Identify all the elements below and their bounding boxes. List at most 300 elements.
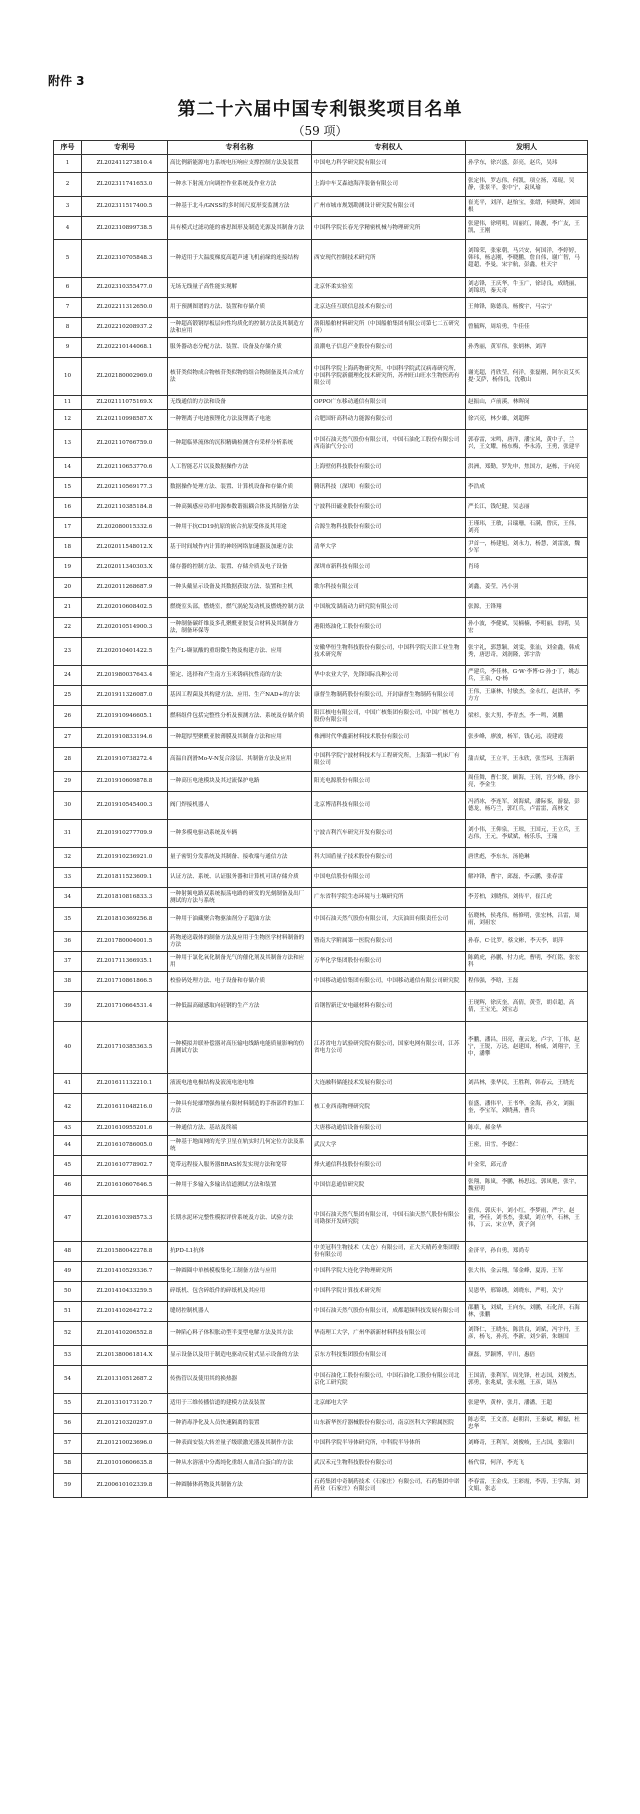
row-inventor: 张源，王锋翔 [466,598,588,618]
row-patent-no: ZL202010514900.3 [82,618,168,638]
row-owner: 深圳市新科技有限公司 [312,558,466,578]
row-patent-name: 一种陷心料子体积胀动型半变型电解方法及其方法 [168,1322,312,1346]
row-inventor: 叶金荣，邱元香 [466,1156,588,1176]
row-seq: 55 [54,1394,82,1414]
row-seq: 21 [54,598,82,618]
row-patent-no: ZL202010401422.5 [82,638,168,666]
row-patent-name: 一种从水溶液中分离纯化重组人血清白蛋白的方法 [168,1454,312,1474]
row-seq: 36 [54,932,82,952]
row-owner: 北京怀柔实验室 [312,278,466,298]
row-patent-name: 生产L-缬氨酸的重组微生物及构建方法、应用 [168,638,312,666]
row-owner: 上海壁仞科技股份有限公司 [312,458,466,478]
row-inventor: 刘鑫，姜莹，冯小羽 [466,578,588,598]
row-patent-no: ZL201410529336.7 [82,1262,168,1282]
row-inventor: 刘锋仁，王晓东，陈洪良，刘斌，冯宇丹，王彦，杨飞，孙亮，李新，刘少新，朱继国 [466,1322,588,1346]
page-title: 第二十六届中国专利银奖项目名单 [177,99,463,120]
row-owner: 万华化学集团股份有限公司 [312,952,466,972]
table-row [54,1262,588,1282]
table-row [54,748,588,772]
row-seq: 7 [54,298,82,318]
table-row [54,992,588,1022]
row-owner: 中国移动通信集团有限公司，中国移动通信有限公司研究院 [312,972,466,992]
row-owner: 石药集团中奇制药技术（石家庄）有限公司，石药集团中诺药业（石家庄）有限公司 [312,1474,466,1498]
row-patent-name: 药物递送载体的制备方法及应用于生物医学材料制备的方法 [168,932,312,952]
table-row [54,298,588,318]
table-row [54,173,588,197]
row-seq: 45 [54,1156,82,1176]
row-inventor: 孙小波，李健斌，吴楠楠，李明丽，翁明，吴宏 [466,618,588,638]
table-row [54,706,588,728]
row-inventor: 孙秀丽，黄军伟，张炳林，刘洋 [466,338,588,358]
row-seq: 57 [54,1434,82,1454]
table-row [54,598,588,618]
row-seq: 37 [54,952,82,972]
row-seq: 51 [54,1302,82,1322]
row-patent-no: ZL201910609878.8 [82,772,168,792]
row-inventor: 陈志荣，王文喜，赵朝岩，王秦斌，柳磊，杜忠华 [466,1414,588,1434]
row-patent-no: ZL202211312650.0 [82,298,168,318]
row-inventor: 蒲吉斌，王立平，王永欣，张雪珂，王海新 [466,748,588,772]
table-row [54,666,588,686]
row-patent-no: ZL201911326087.0 [82,686,168,706]
table-row [54,358,588,396]
table-row [54,458,588,478]
table-row [54,410,588,430]
row-seq: 6 [54,278,82,298]
table-row [54,792,588,820]
row-inventor: 唐世彪，李东东，汤艳琳 [466,848,588,868]
row-patent-name: 燃料组件包括完整性分析及预测方法、系统及存储介质 [168,706,312,728]
row-owner: 中国科学院计算技术研究所 [312,1282,466,1302]
table-row [54,498,588,518]
row-patent-no: ZL202110766759.0 [82,430,168,458]
table-row [54,1474,588,1498]
row-owner: 合肥国轩高科动力能源有限公司 [312,410,466,430]
row-seq: 40 [54,1022,82,1074]
row-inventor: 赵振山，卢前溪，林晖闵 [466,396,588,410]
row-inventor: 刘小伟，王仰泉，王琼，王国元，王立兵，王志伟，王元，李斌斌，杨乐乐，王瑞 [466,820,588,848]
row-patent-name: 核苷类似物成合物核苷类似物的组合物制备及其合成方法 [168,358,312,396]
row-inventor: 梁杉，张大男，李青杰，李一鸣，刘鹏 [466,706,588,728]
table-row [54,908,588,932]
table-row [54,868,588,888]
row-seq: 18 [54,538,82,558]
row-patent-no: ZL201580042278.8 [82,1242,168,1262]
table-body [54,155,588,1498]
row-inventor: 刘峰奇，王利军，刘俊岐，王占国，张锦川 [466,1434,588,1454]
row-patent-name: 用于预测图谱的方法、装置和存储介质 [168,298,312,318]
row-patent-name: 一种头戴显示设备及其数据获取方法、装置和主机 [168,578,312,598]
row-patent-name: 一种用于氯化氧化制备光气的催化剂及其制备方法和应用 [168,952,312,972]
row-patent-name: 一种通信方法、基站及终端 [168,1122,312,1136]
row-patent-no: ZL201010606635.8 [82,1454,168,1474]
table-row [54,1394,588,1414]
row-patent-name: 一种适用于大温度梯度高超声速飞机前缘的连接结构 [168,240,312,278]
row-owner: 阳江核电有限公司，中国广核集团有限公司，中国广核电力股份有限公司 [312,706,466,728]
row-seq: 42 [54,1094,82,1122]
row-owner: 广州市城市规划勘测设计研究院有限公司 [312,197,466,217]
row-patent-name: 适用于三维传播信道的建模方法及装置 [168,1394,312,1414]
row-patent-no: ZL200610102339.8 [82,1474,168,1498]
row-patent-no: ZL201610398573.3 [82,1196,168,1242]
row-owner: 中国科学院宁波材料技术与工程研究所，上海第一机床厂有限公司 [312,748,466,772]
row-patent-name: 宽带远程接入服务器BRAS转发实现方法和宽带 [168,1156,312,1176]
row-patent-name: 认证方法、系统、认证服务器和计算机可读存储介质 [168,868,312,888]
row-patent-name: 无场无线量子高性能实现解 [168,278,312,298]
row-inventor: 严建兵，李佳林，G·W·李博·G·孙·J·丁，姚志兵，王泉，Q·杨 [466,666,588,686]
table-row [54,820,588,848]
award-table [53,140,588,1498]
row-inventor: 张翔，陈岚，李鹏，杨思远，郭凤艳，张宇，魏亚明 [466,1176,588,1196]
table-row [54,618,588,638]
row-owner: 山东新华医疗器械股份有限公司，南京医科大学附属医院 [312,1414,466,1434]
row-owner: 清华大学 [312,538,466,558]
table-row [54,848,588,868]
row-inventor: 洪洲，郑勤，罗先申，焦国方，赵栋，于向亮 [466,458,588,478]
row-patent-no: ZL202311517400.5 [82,197,168,217]
row-seq: 23 [54,638,82,666]
row-seq: 14 [54,458,82,478]
row-patent-name: 无线通信的方法和设备 [168,396,312,410]
row-seq: 3 [54,197,82,217]
row-patent-no: ZL201310512687.2 [82,1366,168,1394]
row-patent-no: ZL201710861866.5 [82,972,168,992]
row-patent-name: 高比例新能源电力系统电压响应支撑控制方法及装置 [168,155,312,173]
row-inventor: 张建伟，徐明明，周丽红，陈靓，李广友，王凯，王刚 [466,217,588,240]
row-seq: 26 [54,706,82,728]
row-patent-name: 一种模拟并联补偿器对高压输电线路电能质量影响的仿真测试方法 [168,1022,312,1074]
row-inventor: 张宇礼，郭慧颖，刘雯，张汕，刘金鑫，韩成秀，唐思奇，刘润隆，郭宇浩 [466,638,588,666]
row-inventor: 张大伟，金云翔，邹金峰，夏涛，王军 [466,1262,588,1282]
row-patent-name: 服务器动态分配方法、装置、设备及存储介质 [168,338,312,358]
row-patent-name: 长期水泥环完整性模拟评价系统及方法、试验方法 [168,1196,312,1242]
row-owner: 安徽华恒生物科技股份有限公司，中国科学院天津工业生物技术研究所 [312,638,466,666]
row-owner: 中国航发湖南动力研究院有限公司 [312,598,466,618]
row-inventor: 孙春，C·比罗，蔡文彬，李天李，胡萍 [466,932,588,952]
row-inventor: 张步峰，廖波，杨军，钱心远，凌建霞 [466,728,588,748]
row-patent-no: ZL202210144068.1 [82,338,168,358]
row-patent-no: ZL201610786005.0 [82,1136,168,1156]
row-inventor: 张建华，黄梓，张月，潘潘，王超 [466,1394,588,1414]
row-patent-name: 一种高压电池模块及其过流保护电路 [168,772,312,792]
row-seq: 16 [54,498,82,518]
table-row [54,952,588,972]
row-seq: 29 [54,772,82,792]
row-owner: 中国石油天然气股份有限公司，成都超频科技发展有限公司 [312,1302,466,1322]
row-inventor: 徐兴亮，林少雄，刘超辉 [466,410,588,430]
row-patent-name: 燃烧室头部，燃烧室，燃气涡轮发动机及燃烧控制方法 [168,598,312,618]
row-owner: 歌尔科技有限公司 [312,578,466,598]
row-owner: 中国电信股份有限公司 [312,868,466,888]
row-patent-no: ZL202011268687.9 [82,578,168,598]
row-seq: 1 [54,155,82,173]
row-patent-no: ZL202210208937.2 [82,318,168,338]
table-row [54,396,588,410]
row-patent-no: ZL201610778902.7 [82,1156,168,1176]
row-seq: 19 [54,558,82,578]
row-patent-no: ZL202180002969.0 [82,358,168,396]
table-row [54,430,588,458]
row-patent-no: ZL201910833194.6 [82,728,168,748]
row-inventor: 严长江，钱纪健，吴志丽 [466,498,588,518]
row-patent-name: 基于时间域作内计算的神经网络加速器及加速方法 [168,538,312,558]
row-owner: 核工业西南物理研究院 [312,1094,466,1122]
row-patent-no: ZL202310705848.3 [82,240,168,278]
row-inventor: 吴恩华，邢锦绣，刘晓东，严明，关宁 [466,1282,588,1302]
row-inventor: 冯消冰，李连军，刘海斌，潘际銮，游磊，彭德龙，杨巧兰，郭红兵，卢雷雷，高林文 [466,792,588,820]
row-owner: 中国科学院大连化学物理研究所 [312,1262,466,1282]
row-inventor: 张定伟，罗志伟，何凯，项立扬，邓琨，吴静，张景平，张中宁，袁凤瑜 [466,173,588,197]
row-patent-no: ZL201980037643.4 [82,666,168,686]
header-patent-no: 专利号 [82,141,168,155]
table-row [54,197,588,217]
row-owner: 大唐移动通信设备有限公司 [312,1122,466,1136]
row-seq: 28 [54,748,82,772]
row-inventor: 李鹏，潘昌，田亮，董云龙，卢宇，丁伟，赵宁，王锐，万达，赵建国，杨威，刘翔宇，王中，潘攀 [466,1022,588,1074]
row-owner: 科大国盾量子技术股份有限公司 [312,848,466,868]
row-patent-no: ZL202011340303.X [82,558,168,578]
row-patent-no: ZL201380061814.X [82,1346,168,1366]
row-inventor: 王现辉，徐庆奎，高倩，黄莹，胡卓超，高倩，王宝光，刘宝志 [466,992,588,1022]
row-patent-name: 液流电池电极结构及液流电池电堆 [168,1074,312,1094]
table-row [54,1346,588,1366]
row-seq: 2 [54,173,82,197]
row-patent-no: ZL201910545400.3 [82,792,168,820]
row-patent-name: 基因工程菌及其构建方法、应用、生产NAD+的方法 [168,686,312,706]
row-seq: 12 [54,410,82,430]
row-patent-no: ZL202411273810.4 [82,155,168,173]
row-patent-no: ZL201910277709.9 [82,820,168,848]
row-owner: 中国石油天然气股份有限公司，大庆油田有限责任公司 [312,908,466,932]
row-seq: 52 [54,1322,82,1346]
row-patent-no: ZL201610955201.6 [82,1122,168,1136]
row-seq: 5 [54,240,82,278]
row-owner: 株洲时代华鑫新材料技术股份有限公司 [312,728,466,748]
row-patent-no: ZL202110653770.6 [82,458,168,478]
row-seq: 35 [54,908,82,932]
row-owner: 中国石油天然气集团有限公司，中国石油天然气股份有限公司勘探开发研究院 [312,1196,466,1242]
attachment-label: 附件 3 [48,74,85,88]
table-row [54,1176,588,1196]
row-patent-name: 一种超高锻钢厚板层向性均质化的控制方法及其制造方法和应用 [168,318,312,338]
row-seq: 31 [54,820,82,848]
row-owner: 中国科学院半导体研究所，中科院半导体所 [312,1434,466,1454]
row-seq: 43 [54,1122,82,1136]
row-patent-no: ZL202110385184.8 [82,498,168,518]
table-row [54,638,588,666]
table-row [54,478,588,498]
row-owner: 中国电力科学研究院有限公司 [312,155,466,173]
row-patent-no: ZL202110569177.3 [82,478,168,498]
row-patent-name: 一种锂离子电池预锂化方法及锂离子电池 [168,410,312,430]
row-inventor: 解冲锋，曹宇，邱磊，李云鹏，张春雷 [466,868,588,888]
row-patent-no: ZL201410264272.2 [82,1302,168,1322]
row-owner: 武汉禾元生物科技股份有限公司 [312,1454,466,1474]
row-seq: 54 [54,1366,82,1394]
row-seq: 10 [54,358,82,396]
table-row [54,1434,588,1454]
page-subtitle: （59 项） [292,124,348,138]
row-inventor: 崔盛，潘伟平，王书华，金海，孙文，刘振奎，李宝军，刘晓燕，曹兵 [466,1094,588,1122]
row-seq: 17 [54,518,82,538]
row-inventor: 肖琦 [466,558,588,578]
row-patent-name: 高温自润滑Mo-V-N复合涂层、其制备方法及应用 [168,748,312,772]
row-patent-name: 一种圆圈中单核模板集化工制备方法与应用 [168,1262,312,1282]
row-owner: 烽火通信科技股份有限公司 [312,1156,466,1176]
row-owner: 大连融科储能技术发展有限公司 [312,1074,466,1094]
row-seq: 4 [54,217,82,240]
row-patent-no: ZL201910738272.4 [82,748,168,772]
row-inventor: 谢光超，肖欣莹，何洋，张磊刚，阿尔贡艾买提·艾萨，杨伟良，沈敬山 [466,358,588,396]
table-row [54,217,588,240]
row-owner: 洛阳船舶材料研究所（中国船舶集团有限公司第七二五研究所） [312,318,466,338]
row-patent-no: ZL201611048216.0 [82,1094,168,1122]
row-patent-name: 数据操作处理方法、装置、计算机设备和存储介质 [168,478,312,498]
row-patent-name: 缝纫控制机器人 [168,1302,312,1322]
row-seq: 58 [54,1454,82,1474]
row-patent-name: 一种超厚型聚酰亚胺薄膜及其制备方法和应用 [168,728,312,748]
row-owner: 中国科学院上海药物研究所，中国科学院武汉病毒研究所，中国科学院新疆理化技术研究所，苏州旺山旺水生物医药有限公司 [312,358,466,396]
row-patent-no: ZL201711366935.1 [82,952,168,972]
row-owner: 浪潮电子信息产业股份有限公司 [312,338,466,358]
row-patent-name: 一种基于地面网的光学卫星在轨实时几何定位方法及系统 [168,1136,312,1156]
row-patent-no: ZL201210023696.0 [82,1434,168,1454]
row-seq: 48 [54,1242,82,1262]
table-row [54,1242,588,1262]
row-patent-name: 一种多模电驱动系统及车辆 [168,820,312,848]
row-seq: 11 [54,396,82,410]
row-patent-name: 量子密钥分发系统及其制备、接收端与通信方法 [168,848,312,868]
row-inventor: 王密，田雪，李德仁 [466,1136,588,1156]
row-patent-name: 一种制备碳纤维及多孔聚酰亚胺复合材料及其制备方法，制备环保等 [168,618,312,638]
row-patent-name: 一种射频电路双系统振荡电路的研发的光刻制备及出厂测试的方法与系统 [168,888,312,908]
row-inventor: 程伟强，李晗，王磊 [466,972,588,992]
table-row [54,686,588,706]
row-owner: 康督生物制药股份有限公司，开封康督生物制药有限公司 [312,686,466,706]
row-patent-name: 一种水下射流方向调控作业系统及作业方法 [168,173,312,197]
row-patent-name: 一种用于多输入多输出信道测试方法和装置 [168,1176,312,1196]
row-owner: 上海中车艾森迪海洋装备有限公司 [312,173,466,197]
row-owner: 宁波科田磁业股份有限公司 [312,498,466,518]
row-inventor: 王国清，张利军，周先锋，杜志国，刘俊杰，郭勇，张兆斌，张永刚，王彦，周丛 [466,1366,588,1394]
table-row [54,318,588,338]
row-patent-name: 一种低温高磁感取向硅钢的生产方法 [168,992,312,1022]
header-inventor: 发明人 [466,141,588,155]
table-row [54,1122,588,1136]
row-seq: 13 [54,430,82,458]
row-inventor: 周佳舞，曹仁贤，顾海，王钊，宫少峰，徐小亮，李金生 [466,772,588,792]
row-patent-name: 一种基于北斗/GNSS的多时间尺度形变监测方法 [168,197,312,217]
row-inventor: 陈卓，郝金华 [466,1122,588,1136]
table-row [54,1414,588,1434]
table-row [54,888,588,908]
row-seq: 27 [54,728,82,748]
row-owner: 阳光电源股份有限公司 [312,772,466,792]
row-owner: 华中农业大学，先锋国际良种公司 [312,666,466,686]
row-patent-name: 一种用于抗CD19抗原的嵌合抗原受体及其用途 [168,518,312,538]
row-owner: OPPO广东移动通信有限公司 [312,396,466,410]
table-row [54,1156,588,1176]
row-owner: 北京达佳互联信息技术有限公司 [312,298,466,318]
row-patent-no: ZL201810816833.3 [82,888,168,908]
row-seq: 8 [54,318,82,338]
row-patent-no: ZL202311741653.0 [82,173,168,197]
table-row [54,1322,588,1346]
row-seq: 24 [54,666,82,686]
table-row [54,338,588,358]
table-header-row [54,141,588,155]
row-inventor: 李春雷，王金戌，王彩霞，李涛，王学海，刘文娟，张志 [466,1474,588,1498]
row-inventor: 邵鹏飞，刘斌，王向东，刘鹏，石化萍，石海林，张鹏 [466,1302,588,1322]
row-patent-no: ZL201410433259.5 [82,1282,168,1302]
row-patent-no: ZL201610607646.5 [82,1176,168,1196]
row-owner: 广东省科学院生态环境与土壤研究所 [312,888,466,908]
row-inventor: 刘志锋，王庆华，牛玉广，徐诗良，成晓丽，刘锦玥，秦天奇 [466,278,588,298]
row-seq: 15 [54,478,82,498]
row-patent-name: 一种消毒净化及人员快速隔离的装置 [168,1414,312,1434]
row-patent-name: 碎纸机、包含碎纸件的碎纸机及其应用 [168,1282,312,1302]
row-seq: 39 [54,992,82,1022]
row-inventor: 孙学东，徐兴盛，彭亮，赵兵，吴玮 [466,155,588,173]
table-row [54,932,588,952]
row-inventor: 王伟，王康林，付敏杰，金永红，赵洪祥，李方方 [466,686,588,706]
row-owner: 华南理工大学，广州华新新材料科技有限公司 [312,1322,466,1346]
row-inventor: 刘锦荣，张家朝，马兴安，何国洋，李婷婷，韩玮，杨志刚，李晓鹏，詹自伟，谢广智，马超超，李曼，宋宇航，彭鑫，杜天宇 [466,240,588,278]
row-patent-name: 抗PD-L1抗体 [168,1242,312,1262]
row-seq: 53 [54,1346,82,1366]
row-patent-no: ZL201710385363.5 [82,1022,168,1074]
table-row [54,155,588,173]
row-inventor: 李浩成 [466,478,588,498]
row-owner: 腾讯科技（深圳）有限公司 [312,478,466,498]
row-patent-no: ZL202010608402.5 [82,598,168,618]
row-seq: 59 [54,1474,82,1498]
row-inventor: 陈鹤虎，孙鹏，付力虎，曹明，李红铭，张宏科 [466,952,588,972]
row-owner: 中国石油天然气股份有限公司，中国石油化工股份有限公司西南油气分公司 [312,430,466,458]
row-owner: 港阳炼油化工股份有限公司 [312,618,466,638]
table-row [54,1282,588,1302]
row-inventor: 王瑾玮，王敏，吕瑞珊，石满，曾庆，王伟，刘亮 [466,518,588,538]
row-patent-no: ZL201710664531.4 [82,992,168,1022]
row-owner: 宁波吉利汽车研究开发有限公司 [312,820,466,848]
row-patent-no: ZL202110998587.X [82,410,168,430]
row-patent-name: 一种具有轮廓增强热量有限材料制造的手指部件的加工方法 [168,1094,312,1122]
row-patent-name: 显示设备以及用于制造电驱动反射式显示设备的方法 [168,1346,312,1366]
header-seq: 序号 [54,141,82,155]
row-patent-no: ZL201910946605.1 [82,706,168,728]
row-seq: 47 [54,1196,82,1242]
row-owner: 江苏省电力试验研究院有限公司，国家电网有限公司，江苏省电力公司 [312,1022,466,1074]
row-owner: 暨南大学附属第一医院有限公司 [312,932,466,952]
row-patent-no: ZL201910236921.0 [82,848,168,868]
row-inventor: 王帅锋，陈德良，杨俊宇，马宗宁 [466,298,588,318]
row-inventor: 李芳柏，刘晓伟，刘传平，崔江虎 [466,888,588,908]
header-patent-name: 专利名称 [168,141,312,155]
row-patent-name: 一种高频感应功率电源参数谐振耦合体及其制备方法 [168,498,312,518]
row-owner: 中美冠科生物技术（太仓）有限公司，正大天晴药业集团股份有限公司 [312,1242,466,1262]
table-row [54,1196,588,1242]
row-owner: 中国科学院长春光学精密机械与物理研究所 [312,217,466,240]
row-inventor: 杨代常，何洋，李光飞 [466,1454,588,1474]
row-patent-no: ZL201611132210.1 [82,1074,168,1094]
row-seq: 30 [54,792,82,820]
row-seq: 44 [54,1136,82,1156]
table-row [54,538,588,558]
row-seq: 9 [54,338,82,358]
row-seq: 22 [54,618,82,638]
table-row [54,1074,588,1094]
row-patent-no: ZL201810369256.8 [82,908,168,932]
